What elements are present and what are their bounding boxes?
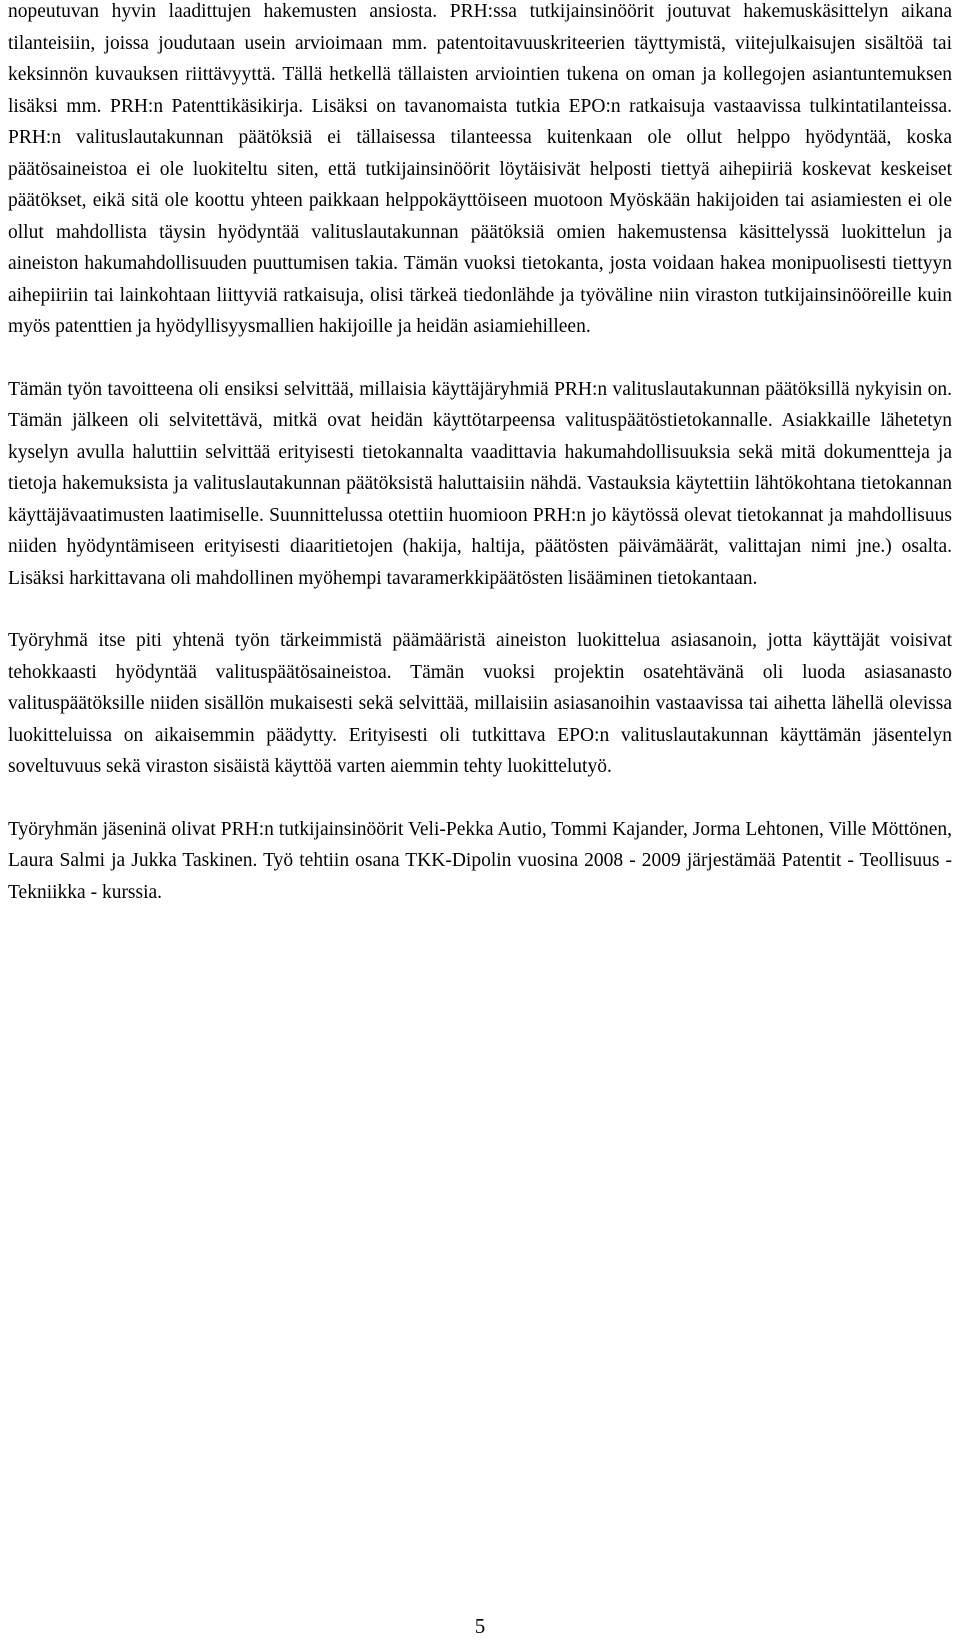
- paragraph-classification: Työryhmä itse piti yhtenä työn tärkeimmistä päämääristä aineiston luokittelua asiasanoin, jotta käyttäjät voisivat tehokkaasti hyödyntää valituspäätösaineistoa. Tämän vuoksi projektin osatehtävänä oli luoda asiasanasto valituspäätöksille niiden sisällön mukaisesti sekä selvittää, millaisiin asiasanoihin vastaavissa tai aihetta lähellä olevissa luokitteluissa on aikaisemmin päädytty. Erityisesti oli tutkittava EPO:n valituslautakunnan käyttämän jäsentelyn soveltuvuus sekä viraston sisäistä käyttöä varten aiemmin tehty luokittelutyö.: [8, 630, 952, 777]
- body-text: [8, 0, 952, 908]
- paragraph-intro: nopeutuvan hyvin laadittujen hakemusten ansiosta. PRH:ssa tutkijainsinöörit joutuvat hakemuskäsittelyn aikana tilanteisiin, joissa joudutaan usein arvioimaan mm. patentoitavuuskriteerien täyttymistä, viitejulkaisujen sisältöä tai keksinnön kuvauksen riittävyyttä. Tällä hetkellä tällaisten arviointien tukena on oman ja kollegojen asiantuntemuksen lisäksi mm. PRH:n Patenttikäsikirja. Lisäksi on tavanomaista tutkia EPO:n ratkaisuja vastaavissa tulkintatilanteissa. PRH:n valituslautakunnan päätöksiä ei tällaisessa tilanteessa kuitenkaan ole ollut helppo hyödyntää, koska päätösaineistoa ei ole luokiteltu siten, että tutkijainsinöörit löytäisivät helposti tiettyä aihepiiriä koskevat keskeiset päätökset, eikä sitä ole koottu yhteen paikkaan helppokäyttöiseen muotoon Myöskään hakijoiden tai asiamiesten ei ole ollut mahdollista täysin hyödyntää valituslautakunnan päätöksiä omien hakemustensa käsittelyssä luokittelun ja aineiston hakumahdollisuuden puuttumisen takia. Tämän vuoksi tietokanta, josta voidaan hakea monipuolisesti tiettyyn aihepiiriin tai lainkohtaan liittyviä ratkaisuja, olisi tärkeä tiedonlähde ja työväline niin viraston tutkijainsinööreille kuin myös patenttien ja hyödyllisyysmallien hakijoille ja heidän asiamiehilleen.: [8, 1, 952, 337]
- page-number: 5: [474, 1614, 486, 1638]
- paragraph-goals: Tämän työn tavoitteena oli ensiksi selvittää, millaisia käyttäjäryhmiä PRH:n valituslautakunnan päätöksillä nykyisin on. Tämän jälkeen oli selvitettävä, mitkä ovat heidän käyttötarpeensa valituspäätöstietokannalle. Asiakkaille lähetetyn kyselyn avulla haluttiin selvittää erityisesti tietokannalta vaadittavia hakumahdollisuuksia sekä mitä dokumentteja ja tietoja hakemuksista ja valituslautakunnan päätöksistä haluttaisiin nähdä. Vastauksia käytettiin lähtökohtana tietokannan käyttäjävaatimusten laatimiselle. Suunnittelussa otettiin huomioon PRH:n jo käytössä olevat tietokannat ja mahdollisuus niiden hyödyntämiseen erityisesti diaaritietojen (hakija, haltija, päätösten päivämäärät, valittajan nimi jne.) osalta. Lisäksi harkittavana oli mahdollinen myöhempi tavaramerkkipäätösten lisääminen tietokantaan.: [8, 378, 952, 589]
- paragraph-team-members: Työryhmän jäseninä olivat PRH:n tutkijainsinöörit Veli-Pekka Autio, Tommi Kajander, Jorma Lehtonen, Ville Möttönen, Laura Salmi ja Jukka Taskinen. Työ tehtiin osana TKK-Dipolin vuosina 2008 - 2009 järjestämää Patentit - Teollisuus - Tekniikka - kurssia.: [8, 818, 952, 903]
